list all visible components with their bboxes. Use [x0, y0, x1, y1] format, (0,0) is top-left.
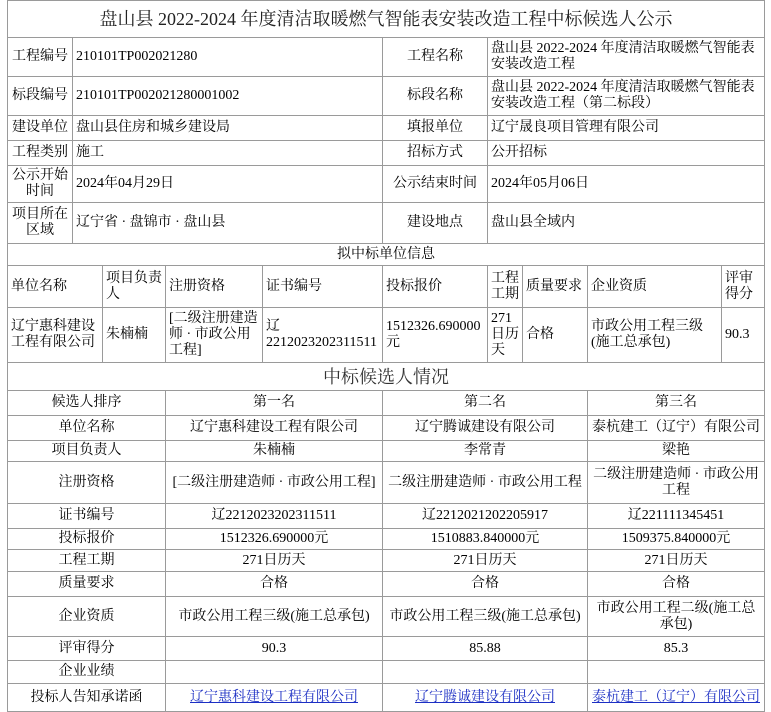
candidate-3-company: 泰杭建工（辽宁）有限公司	[588, 416, 765, 441]
candidate-2-enterprise-qualification: 市政公用工程三级(施工总承包)	[383, 597, 588, 637]
winning-quality: 合格	[523, 308, 588, 363]
publicity-end-value: 2024年05月06日	[488, 166, 765, 203]
winning-header-qualification: 注册资格	[166, 266, 263, 308]
project-type-value: 施工	[73, 141, 383, 166]
candidate-1-duration: 271日历天	[166, 550, 383, 572]
candidate-2-commitment-link[interactable]: 辽宁腾诚建设有限公司	[415, 689, 555, 705]
candidate-qualification-label: 注册资格	[8, 462, 166, 504]
candidate-3-manager: 梁艳	[588, 441, 765, 462]
site-label: 建设地点	[383, 203, 488, 244]
candidate-1-performance	[166, 661, 383, 684]
announcement-table	[7, 0, 765, 712]
candidate-duration-label: 工程工期	[8, 550, 166, 572]
candidate-1-rank: 第一名	[166, 391, 383, 416]
candidate-rank-label: 候选人排序	[8, 391, 166, 416]
announcement-page	[7, 0, 764, 712]
candidate-1-qualification: [二级注册建造师 · 市政公用工程]	[166, 462, 383, 504]
winning-certificate: 辽2212023202311511	[263, 308, 383, 363]
candidate-manager-label: 项目负责人	[8, 441, 166, 462]
candidate-1-commitment-cell	[166, 684, 383, 712]
candidate-3-commitment-link[interactable]: 泰杭建工（辽宁）有限公司	[592, 689, 760, 705]
candidate-2-score: 85.88	[383, 637, 588, 661]
page-title: 盘山县 2022-2024 年度清洁取暖燃气智能表安装改造工程中标候选人公示	[8, 1, 765, 38]
reporter-label: 填报单位	[383, 116, 488, 141]
winning-qualification: [二级注册建造师 · 市政公用工程]	[166, 308, 263, 363]
section-name-value: 盘山县 2022-2024 年度清洁取暖燃气智能表安装改造工程（第二标段）	[488, 77, 765, 116]
site-value: 盘山县全域内	[488, 203, 765, 244]
winning-company: 辽宁惠科建设工程有限公司	[8, 308, 103, 363]
candidates-section-title: 中标候选人情况	[8, 363, 765, 391]
winning-header-company: 单位名称	[8, 266, 103, 308]
candidate-bid-price-label: 投标报价	[8, 529, 166, 550]
builder-value: 盘山县住房和城乡建设局	[73, 116, 383, 141]
candidate-certificate-label: 证书编号	[8, 504, 166, 529]
candidate-1-bid-price: 1512326.690000元	[166, 529, 383, 550]
winning-header-quality: 质量要求	[523, 266, 588, 308]
publicity-end-label: 公示结束时间	[383, 166, 488, 203]
region-value: 辽宁省 · 盘锦市 · 盘山县	[73, 203, 383, 244]
project-name-value: 盘山县 2022-2024 年度清洁取暖燃气智能表安装改造工程	[488, 38, 765, 77]
winning-duration: 271日历天	[488, 308, 523, 363]
winning-unit-section-title: 拟中标单位信息	[8, 244, 765, 266]
candidate-quality-label: 质量要求	[8, 572, 166, 597]
project-name-label: 工程名称	[383, 38, 488, 77]
winning-score: 90.3	[722, 308, 765, 363]
candidate-2-performance	[383, 661, 588, 684]
candidate-2-quality: 合格	[383, 572, 588, 597]
candidate-1-quality: 合格	[166, 572, 383, 597]
candidate-1-manager: 朱楠楠	[166, 441, 383, 462]
candidate-2-commitment-cell	[383, 684, 588, 712]
section-code-label: 标段编号	[8, 77, 73, 116]
bidding-method-label: 招标方式	[383, 141, 488, 166]
winning-bid-price: 1512326.690000元	[383, 308, 488, 363]
project-code-label: 工程编号	[8, 38, 73, 77]
candidate-enterprise-qualification-label: 企业资质	[8, 597, 166, 637]
candidate-3-rank: 第三名	[588, 391, 765, 416]
winning-manager: 朱楠楠	[103, 308, 166, 363]
candidate-2-certificate: 辽2212021202205917	[383, 504, 588, 529]
winning-header-manager: 项目负责人	[103, 266, 166, 308]
section-name-label: 标段名称	[383, 77, 488, 116]
candidate-3-quality: 合格	[588, 572, 765, 597]
candidate-1-score: 90.3	[166, 637, 383, 661]
region-label: 项目所在区域	[8, 203, 73, 244]
candidate-2-rank: 第二名	[383, 391, 588, 416]
winning-header-enterprise-qualification: 企业资质	[588, 266, 722, 308]
bidding-method-value: 公开招标	[488, 141, 765, 166]
builder-label: 建设单位	[8, 116, 73, 141]
winning-header-score: 评审得分	[722, 266, 765, 308]
candidate-2-qualification: 二级注册建造师 · 市政公用工程	[383, 462, 588, 504]
candidate-2-manager: 李常青	[383, 441, 588, 462]
candidate-3-bid-price: 1509375.840000元	[588, 529, 765, 550]
project-type-label: 工程类别	[8, 141, 73, 166]
candidate-3-duration: 271日历天	[588, 550, 765, 572]
candidate-commitment-letter-label: 投标人告知承诺函	[8, 684, 166, 712]
candidate-1-enterprise-qualification: 市政公用工程三级(施工总承包)	[166, 597, 383, 637]
candidate-1-company: 辽宁惠科建设工程有限公司	[166, 416, 383, 441]
winning-enterprise-qualification: 市政公用工程三级(施工总承包)	[588, 308, 722, 363]
candidate-3-commitment-cell	[588, 684, 765, 712]
candidate-2-duration: 271日历天	[383, 550, 588, 572]
publicity-start-label: 公示开始时间	[8, 166, 73, 203]
winning-header-certificate: 证书编号	[263, 266, 383, 308]
candidate-3-score: 85.3	[588, 637, 765, 661]
section-code-value: 210101TP002021280001002	[73, 77, 383, 116]
project-code-value: 210101TP002021280	[73, 38, 383, 77]
candidate-3-performance	[588, 661, 765, 684]
candidate-company-label: 单位名称	[8, 416, 166, 441]
candidate-1-commitment-link[interactable]: 辽宁惠科建设工程有限公司	[190, 689, 358, 705]
candidate-3-enterprise-qualification: 市政公用工程二级(施工总承包)	[588, 597, 765, 637]
candidate-3-certificate: 辽221111345451	[588, 504, 765, 529]
reporter-value: 辽宁晟良项目管理有限公司	[488, 116, 765, 141]
candidate-performance-label: 企业业绩	[8, 661, 166, 684]
candidate-score-label: 评审得分	[8, 637, 166, 661]
candidate-1-certificate: 辽2212023202311511	[166, 504, 383, 529]
candidate-3-qualification: 二级注册建造师 · 市政公用工程	[588, 462, 765, 504]
winning-header-bid-price: 投标报价	[383, 266, 488, 308]
candidate-2-bid-price: 1510883.840000元	[383, 529, 588, 550]
candidate-2-company: 辽宁腾诚建设有限公司	[383, 416, 588, 441]
winning-header-duration: 工程工期	[488, 266, 523, 308]
publicity-start-value: 2024年04月29日	[73, 166, 383, 203]
